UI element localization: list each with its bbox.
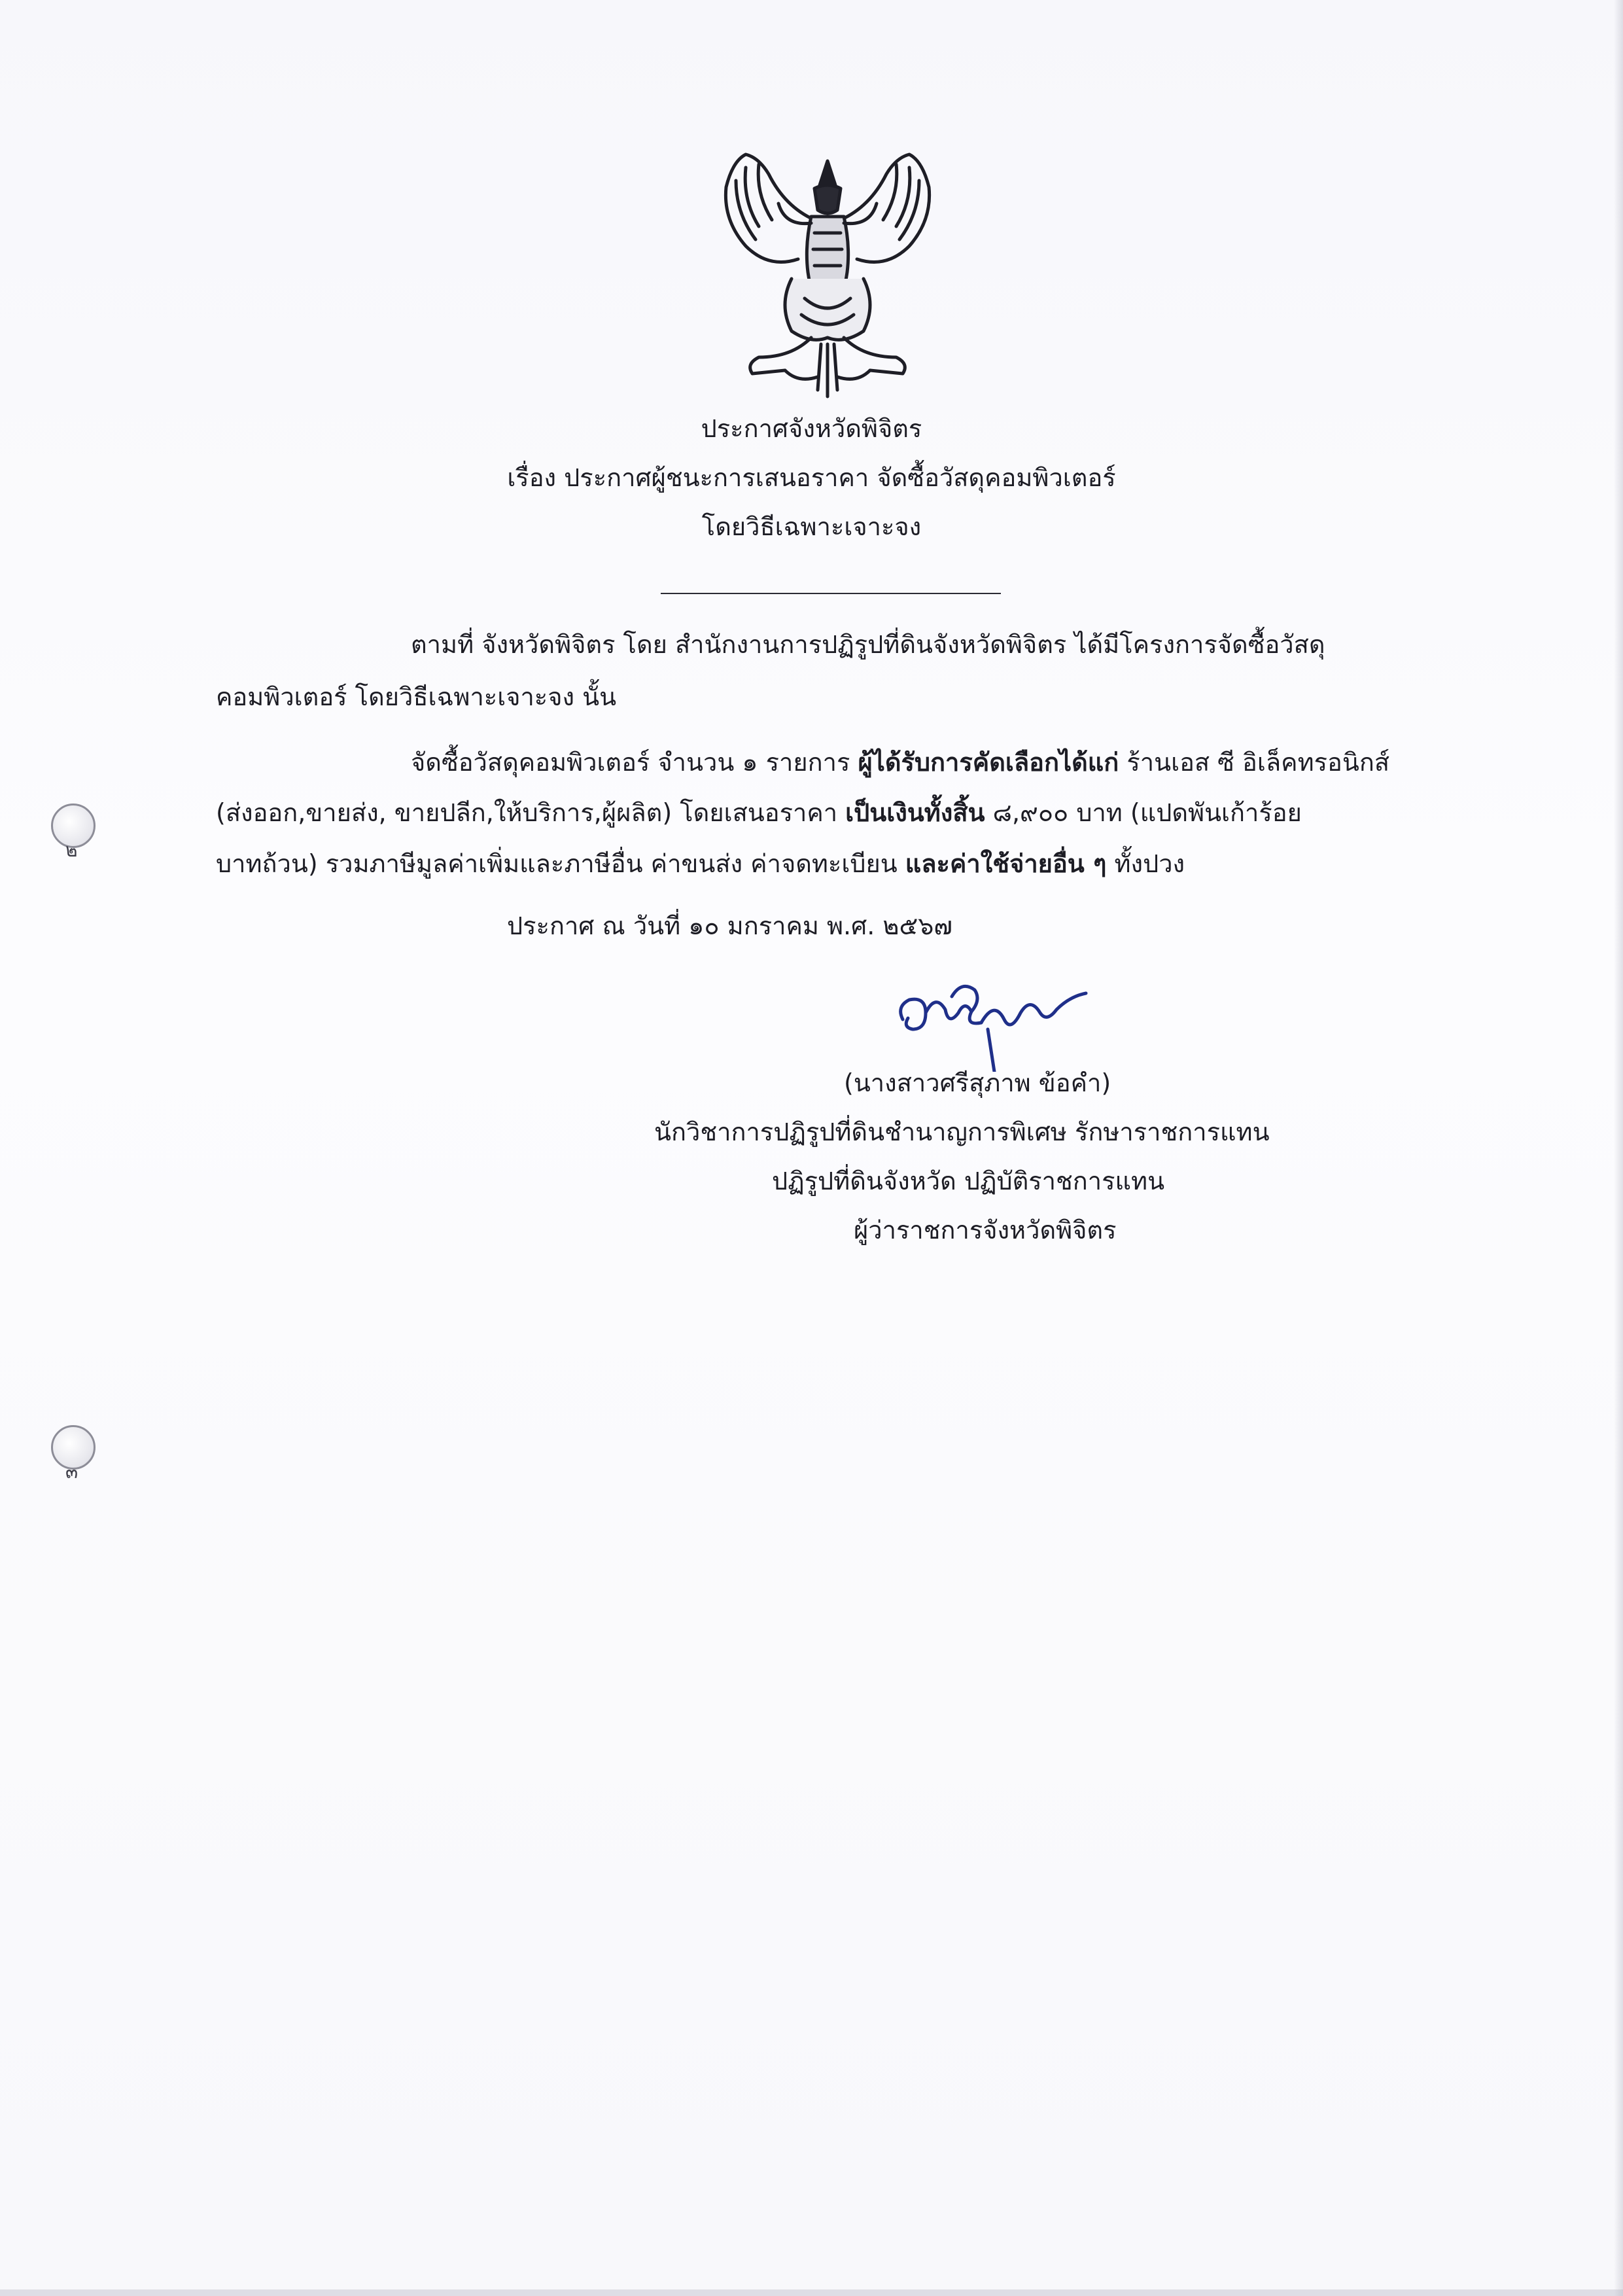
winner-name: ร้านเอส ซี อิเล็คทรอนิกส์ xyxy=(1119,748,1390,777)
announcement-title: ประกาศจังหวัดพิจิตร xyxy=(701,414,922,443)
paragraph-2-line-3 xyxy=(216,844,1185,883)
paragraph-2-line-2 xyxy=(216,793,1302,832)
winner-label: ผู้ได้รับการคัดเลือกได้แก่ xyxy=(858,748,1119,777)
header-divider xyxy=(661,593,1001,594)
announcement-date: ประกาศ ณ วันที่ ๑๐ มกราคม พ.ศ. ๒๕๖๗ xyxy=(507,911,952,940)
signatory-title-1: นักวิชาการปฏิรูปที่ดินชำนาญการพิเศษ รักษาราชการแทน xyxy=(654,1118,1270,1146)
signatory-title-3: ผู้ว่าราชการจังหวัดพิจิตร xyxy=(854,1216,1117,1245)
signatory-title-2: ปฏิรูปที่ดินจังหวัด ปฏิบัติราชการแทน xyxy=(772,1167,1165,1195)
amount-in-words-tax: บาทถ้วน) รวมภาษีมูลค่าเพิ่มและภาษีอื่น ค่าขนส่ง ค่าจดทะเบียน xyxy=(216,849,905,878)
page-edge-shadow xyxy=(1614,0,1623,2296)
garuda-emblem-icon xyxy=(707,148,949,403)
page-bottom-shadow xyxy=(0,2289,1623,2296)
winner-business-type: (ส่งออก,ขายส่ง, ขายปลีก,ให้บริการ,ผู้ผลิต) โดยเสนอราคา xyxy=(216,798,846,827)
total-amount: ๘,๙๐๐ บาท (แปดพันเก้าร้อย xyxy=(985,798,1302,827)
announcement-subject: เรื่อง ประกาศผู้ชนะการเสนอราคา จัดซื้อวัสดุคอมพิวเตอร์ xyxy=(507,463,1116,492)
total-amount-label: เป็นเงินทั้งสิ้น xyxy=(845,798,985,827)
punch-hole-1-number: ๒ xyxy=(65,839,78,861)
paragraph-1-line-2: คอมพิวเตอร์ โดยวิธีเฉพาะเจาะจง นั้น xyxy=(216,682,617,711)
handwritten-signature xyxy=(890,974,1106,1072)
paragraph-2-line-1 xyxy=(411,743,1389,782)
paragraph-1-line-1: ตามที่ จังหวัดพิจิตร โดย สำนักงานการปฏิรูปที่ดินจังหวัดพิจิตร ได้มีโครงการจัดซื้อวัสดุ xyxy=(411,630,1325,659)
punch-hole-2-number: ๓ xyxy=(65,1461,79,1483)
signatory-name: (นางสาวศรีสุภาพ ข้อคำ) xyxy=(844,1069,1111,1097)
item-description: จัดซื้อวัสดุคอมพิวเตอร์ จำนวน ๑ รายการ xyxy=(411,748,858,777)
announcement-method: โดยวิธีเฉพาะเจาะจง xyxy=(701,512,922,541)
other-expenses-label: และค่าใช้จ่ายอื่น ๆ xyxy=(905,849,1107,878)
all-inclusive-text: ทั้งปวง xyxy=(1106,849,1185,878)
